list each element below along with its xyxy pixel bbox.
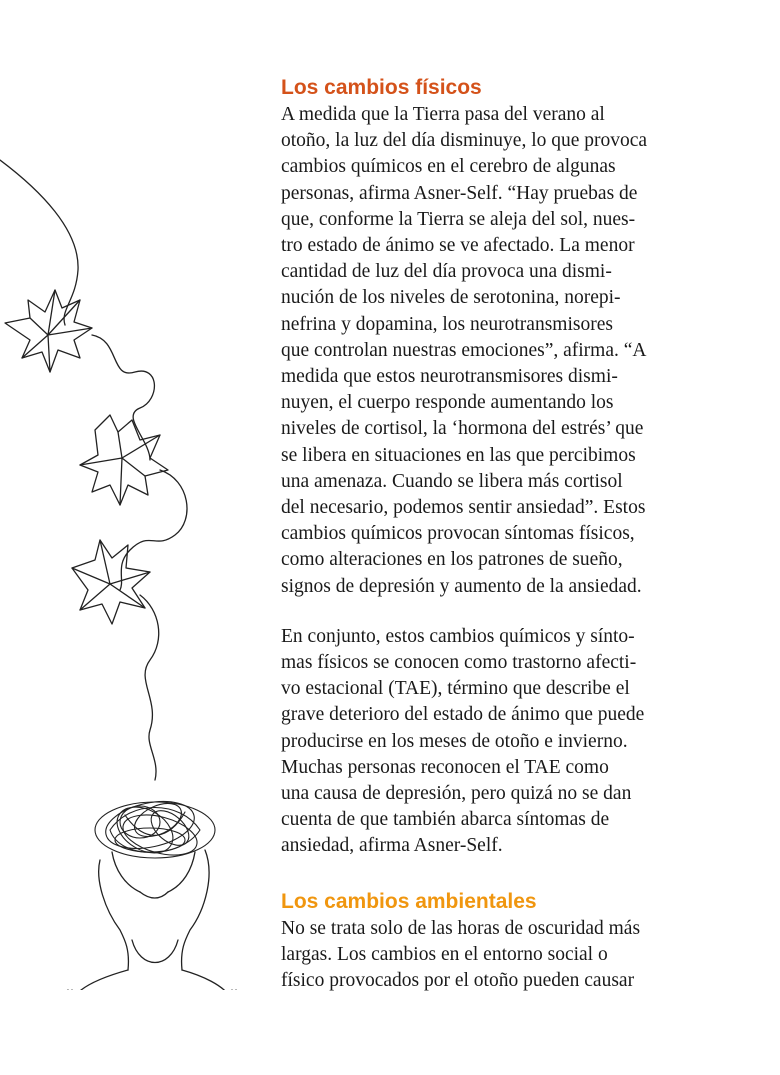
text-line: signos de depresión y aumento de la ansiedad. bbox=[281, 575, 642, 597]
maple-leaf-3-icon bbox=[72, 540, 150, 624]
hands-on-face-icon bbox=[68, 850, 236, 990]
scribble-tangle-icon bbox=[95, 794, 215, 862]
text-line: del necesario, podemos sentir ansiedad”. Estos bbox=[281, 497, 646, 519]
paragraph-physical-2 bbox=[281, 624, 761, 860]
text-line: tro estado de ánimo se ve afectado. La menor bbox=[281, 235, 635, 257]
maple-leaf-2-icon bbox=[80, 415, 168, 505]
text-line: cuenta de que también abarca síntomas de bbox=[281, 809, 610, 831]
maple-leaf-1-icon bbox=[5, 290, 92, 372]
text-line: una amenaza. Cuando se libera más cortisol bbox=[281, 470, 623, 492]
text-line: nefrina y dopamina, los neurotransmisores bbox=[281, 313, 613, 335]
paragraph-environmental-1 bbox=[281, 916, 761, 995]
text-line: cambios químicos provocan síntomas físicos, bbox=[281, 523, 635, 545]
vine-top-icon bbox=[0, 160, 78, 325]
line-art-illustration bbox=[0, 140, 300, 990]
section-heading-physical: Los cambios físicos bbox=[281, 76, 482, 99]
text-line: A medida que la Tierra pasa del verano al bbox=[281, 104, 605, 125]
vine-bottom-icon bbox=[140, 595, 159, 780]
text-line: cambios químicos en el cerebro de algunas bbox=[281, 156, 616, 178]
text-line: otoño, la luz del día disminuye, lo que provoca bbox=[281, 130, 648, 152]
text-line: cantidad de luz del día provoca una dismi- bbox=[281, 261, 612, 283]
paragraph-physical-1 bbox=[281, 102, 761, 600]
text-line: que, conforme la Tierra se aleja del sol, nues- bbox=[281, 208, 636, 230]
text-line: medida que estos neurotransmisores dismi- bbox=[281, 366, 618, 388]
text-line: Muchas personas reconocen el TAE como bbox=[281, 756, 609, 778]
text-line: se libera en situaciones en las que percibimos bbox=[281, 444, 636, 466]
text-line: producirse en los meses de otoño e invierno. bbox=[281, 730, 628, 752]
text-line: nuyen, el cuerpo responde aumentando los bbox=[281, 392, 614, 414]
text-line: vo estacional (TAE), término que describe el bbox=[281, 678, 630, 700]
article-column bbox=[281, 74, 761, 994]
text-line: como alteraciones en los patrones de sueño, bbox=[281, 549, 623, 571]
text-line: grave deterioro del estado de ánimo que puede bbox=[281, 704, 645, 726]
text-line: mas físicos se conocen como trastorno afecti- bbox=[281, 652, 637, 674]
vine-lower-icon bbox=[120, 470, 187, 590]
text-line: niveles de cortisol, la ‘hormona del estrés’ que bbox=[281, 418, 644, 440]
text-line: personas, afirma Asner-Self. “Hay pruebas de bbox=[281, 182, 638, 204]
text-line: que controlan nuestras emociones”, afirma. “A bbox=[281, 339, 647, 361]
text-line: ansiedad, afirma Asner-Self. bbox=[281, 835, 503, 857]
section-heading-environmental: Los cambios ambientales bbox=[281, 889, 537, 913]
text-line: En conjunto, estos cambios químicos y sínto- bbox=[281, 625, 635, 647]
text-line: una causa de depresión, pero quizá no se dan bbox=[281, 783, 632, 805]
vine-mid-icon bbox=[92, 335, 154, 460]
text-line: No se trata solo de las horas de oscuridad más bbox=[281, 917, 641, 939]
text-line: nución de los niveles de serotonina, norepi- bbox=[281, 287, 621, 309]
text-line: largas. Los cambios en el entorno social o bbox=[281, 943, 608, 965]
text-line: físico provocados por el otoño pueden causar bbox=[281, 970, 635, 992]
